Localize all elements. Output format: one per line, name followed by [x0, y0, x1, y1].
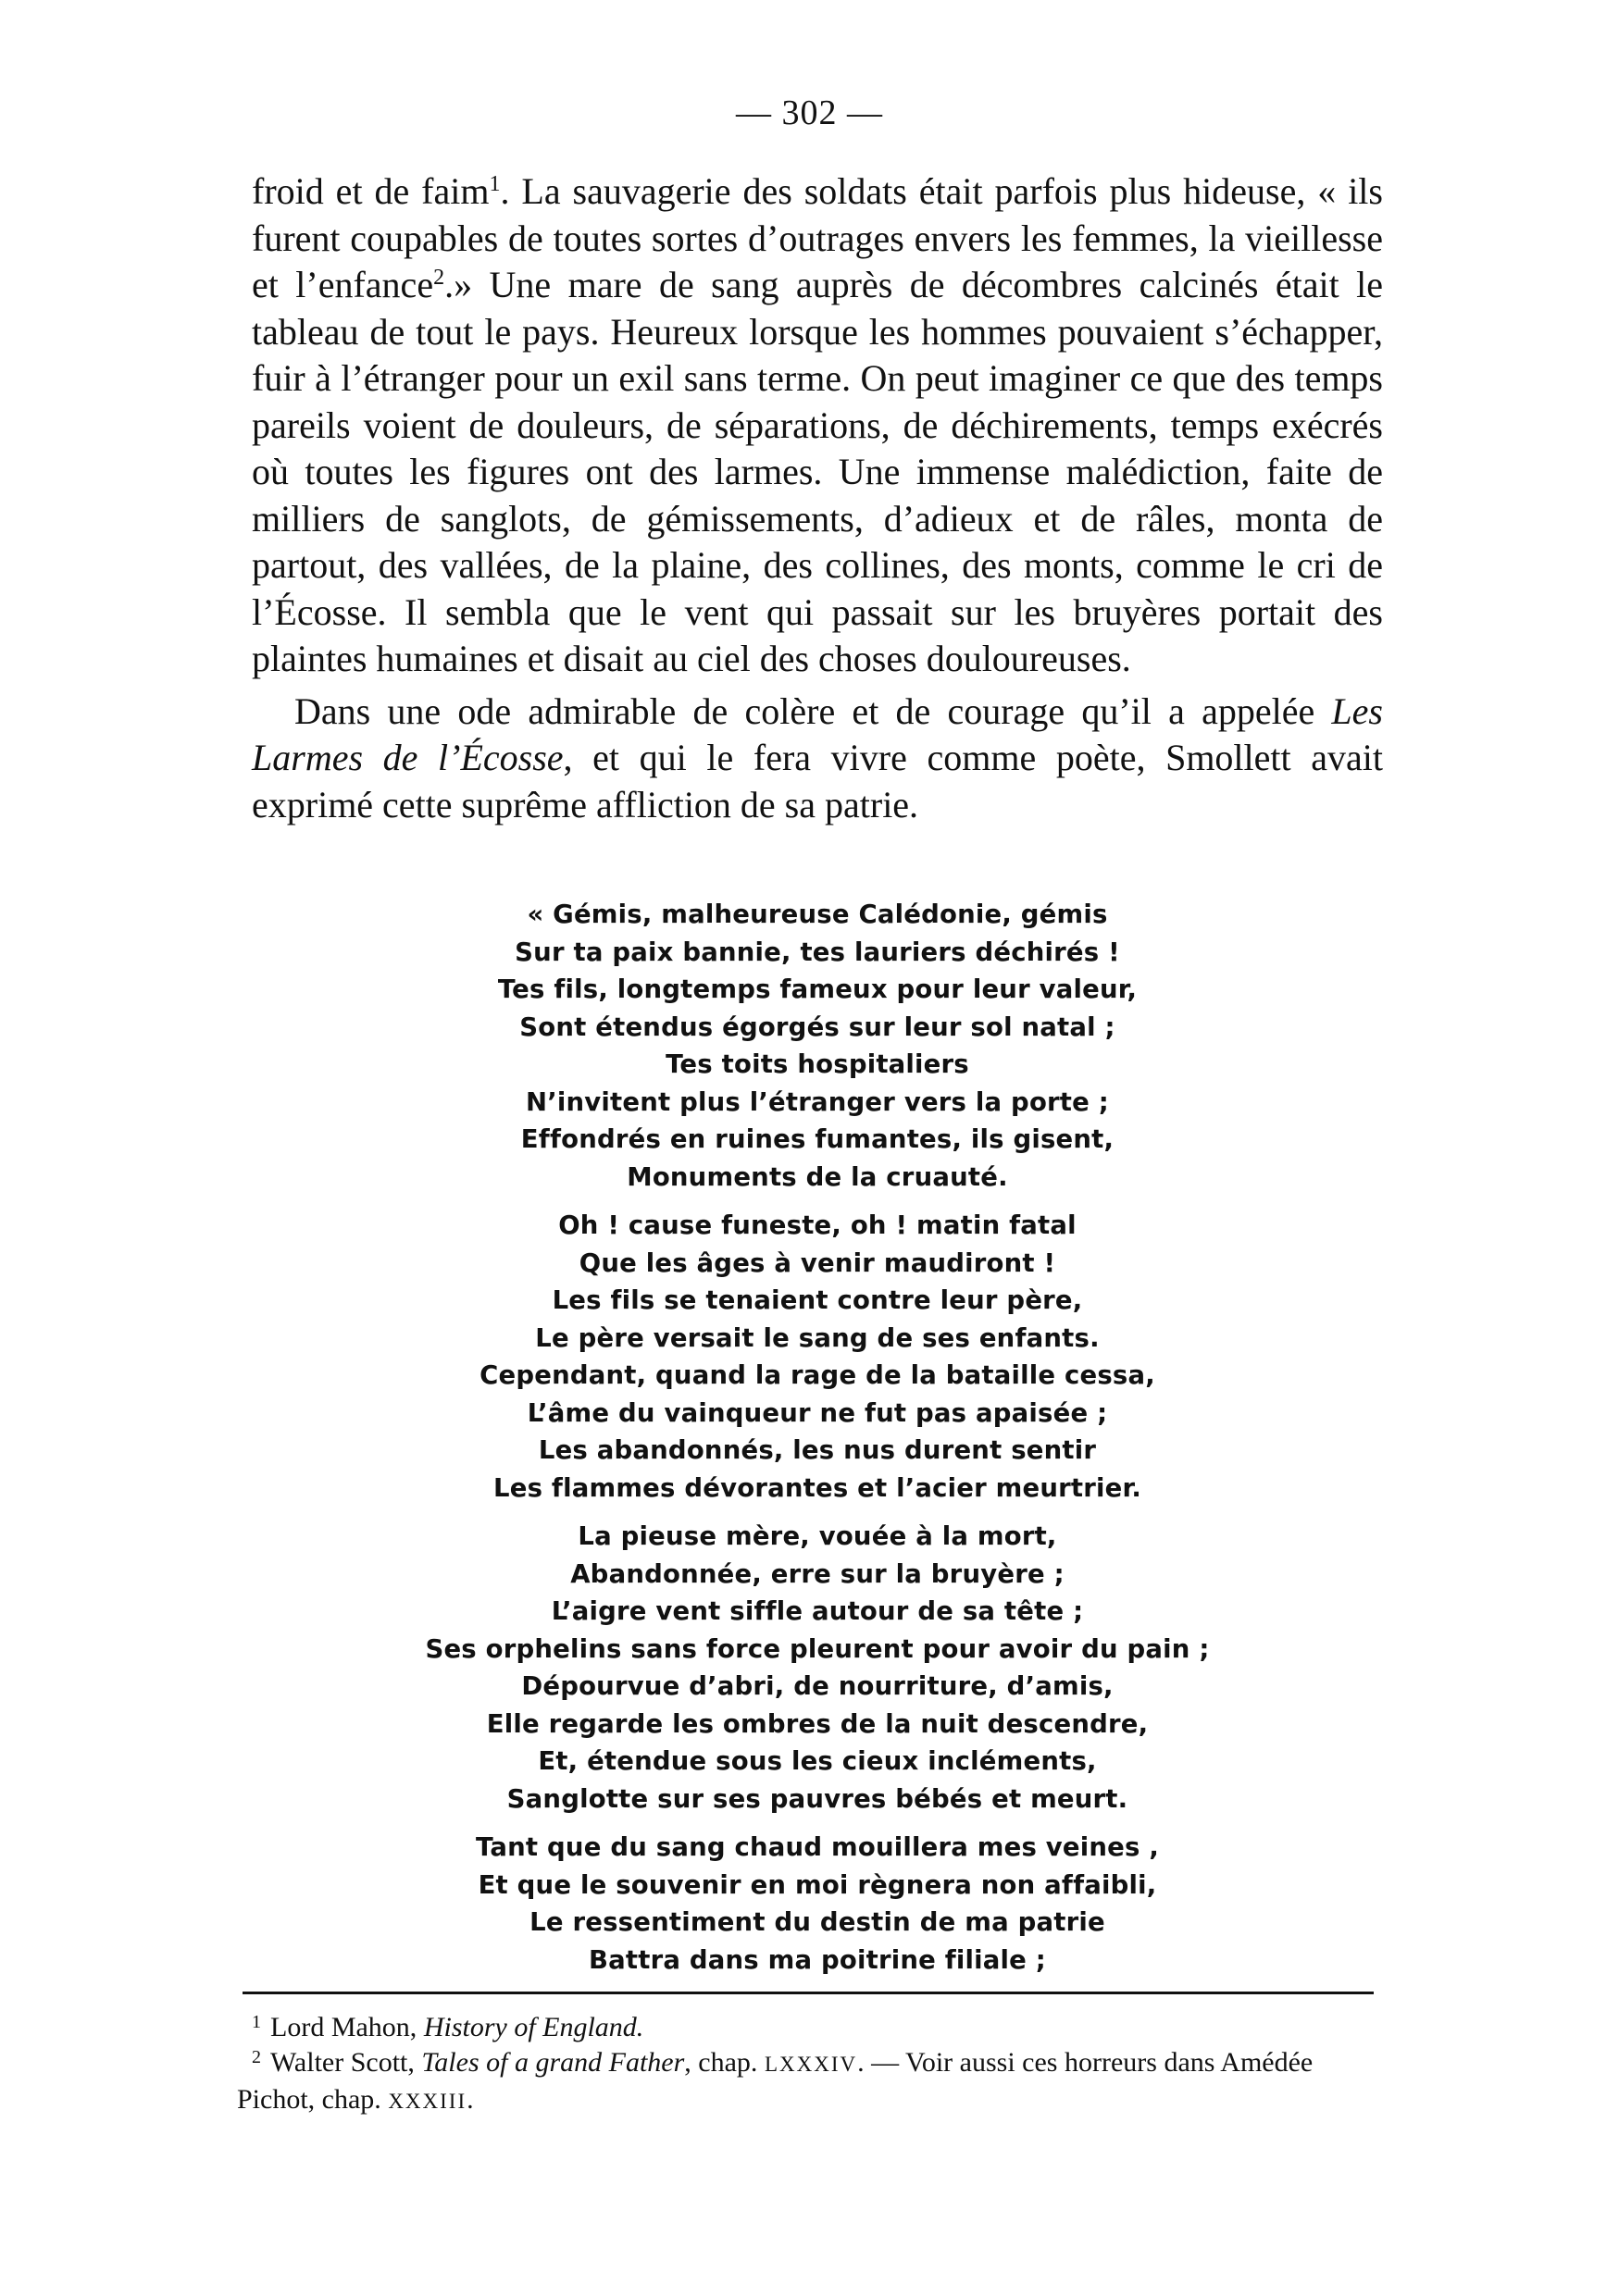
poem-verse: Sanglotte sur ses pauvres bébés et meurt. [506, 1783, 1128, 1814]
poem-verse: Et, étendue sous les cieux incléments, [538, 1746, 1097, 1776]
poem-verse: Les abandonnés, les nus durent sentir [538, 1435, 1097, 1465]
footnote-divider [243, 1992, 1374, 1994]
prose-body [252, 168, 1383, 828]
poem-verse: Tant que du sang chaud mouillera mes veines , [475, 1832, 1160, 1862]
poem-verse: Et que le souvenir en moi règnera non affaibli, [478, 1869, 1157, 1900]
poem-verse: L’aigre vent siffle autour de sa tête ; [551, 1596, 1084, 1626]
ode-title: Les Larmes de l’Écosse [252, 689, 1383, 778]
poem-verse: Sur ta paix bannie, tes lauriers déchirés ! [515, 937, 1120, 967]
footnote-text: , chap. [684, 2047, 765, 2078]
poem-verse: Monuments de la cruauté. [627, 1161, 1008, 1192]
poem-verse: « Gémis, malheureuse Calédonie, gémis [527, 900, 1108, 929]
poem-verse: Le ressentiment du destin de ma patrie [529, 1907, 1105, 1937]
footnotes [237, 2010, 1381, 2119]
text-run: froid et de faim [252, 170, 490, 212]
footnote-author: Lord Mahon, [270, 2012, 424, 2042]
poem-stanza [252, 1207, 1383, 1507]
text-run: .» Une mare de sang auprès de décombres calcinés était le tableau de tout le pays. Heureux lorsque les hommes pouvaient s’échapper, fuir à l’étranger pour un exil sans terme. On peut imaginer ce que des temps pareils voient de douleurs, de séparations, de déchirements, temps exécrés où toutes les figures ont des larmes. Une immense malédiction, faite de milliers de sanglots, de gémissements, d’adieux et de râles, monta de partout, des vallées, de la plaine, des collines, des monts, comme le cri de l’Écosse. Il sembla que le vent qui passait sur les bruyères portait des plaintes humaines et disait au ciel des choses douloureuses. [252, 264, 1384, 679]
footnote-author: Walter Scott, [270, 2047, 422, 2078]
chapter-number: XXXIII [388, 2090, 467, 2113]
poem-stanza [252, 896, 1383, 1196]
footnote-ref-2: 2 [433, 266, 445, 290]
footnote-title: Tales of a grand Father [421, 2047, 685, 2078]
poem-verse: Oh ! cause funeste, oh ! matin fatal [558, 1210, 1077, 1240]
poem-stanza [252, 1829, 1383, 1979]
poem-verse: Tes fils, longtemps fameux pour leur valeur, [497, 974, 1138, 1004]
poem-verse: Cependant, quand la rage de la bataille cessa, [479, 1360, 1155, 1390]
paragraph-1 [252, 168, 1383, 683]
poem-verse: Elle regarde les ombres de la nuit descendre, [486, 1708, 1149, 1739]
page-number: — 302 — [736, 93, 883, 132]
poem-verse: Tes toits hospitaliers [666, 1049, 969, 1079]
footnote-ref-1: 1 [489, 172, 501, 196]
footnote-mark: 1 [252, 2012, 261, 2032]
footnote-2 [237, 2045, 1381, 2119]
footnote-mark: 2 [252, 2047, 261, 2067]
footnote-title: History of England. [423, 2012, 644, 2042]
chapter-number: LXXXIV [764, 2053, 858, 2076]
paragraph-2 [252, 689, 1383, 829]
poem-verse: Le père versait le sang de ses enfants. [535, 1322, 1100, 1353]
footnote-text: . [467, 2084, 474, 2115]
text-run: , et qui le fera vivre comme poète, Smollett avait exprimé cette suprême affliction de sa patrie. [252, 737, 1383, 825]
text-run: Dans une ode admirable de colère et de courage qu’il a appelée [294, 689, 1332, 732]
poem-verse: Ses orphelins sans force pleurent pour avoir du pain ; [425, 1633, 1210, 1664]
poem-verse: Abandonnée, erre sur la bruyère ; [570, 1558, 1065, 1589]
poem-verse: L’âme du vainqueur ne fut pas apaisée ; [527, 1397, 1108, 1428]
footnote-1 [237, 2010, 1381, 2045]
poem-verse: La pieuse mère, vouée à la mort, [578, 1521, 1057, 1551]
poem-verse: Effondrés en ruines fumantes, ils gisent, [520, 1124, 1115, 1154]
poem-verse: Dépourvue d’abri, de nourriture, d’amis, [521, 1671, 1114, 1701]
poem [252, 896, 1383, 1990]
footnote-text: . — Voir aussi ces horreurs dans Amédée Pichot, chap. [237, 2047, 1314, 2115]
poem-verse: Les fils se tenaient contre leur père, [552, 1285, 1083, 1315]
poem-verse: Sont étendus égorgés sur leur sol natal ; [519, 1011, 1115, 1042]
poem-verse: Les flammes dévorantes et l’acier meurtrier. [493, 1472, 1141, 1503]
poem-verse: Que les âges à venir maudiront ! [579, 1247, 1056, 1278]
poem-stanza [252, 1518, 1383, 1818]
poem-verse: N’invitent plus l’étranger vers la porte ; [526, 1086, 1109, 1117]
text-run: . La sauvagerie des soldats était parfois plus hideuse, « ils furent coupables de toutes sortes d’outrages envers les femmes, la vieillesse et l’enfance [252, 170, 1383, 305]
poem-verse: Battra dans ma poitrine filiale ; [588, 1944, 1047, 1975]
